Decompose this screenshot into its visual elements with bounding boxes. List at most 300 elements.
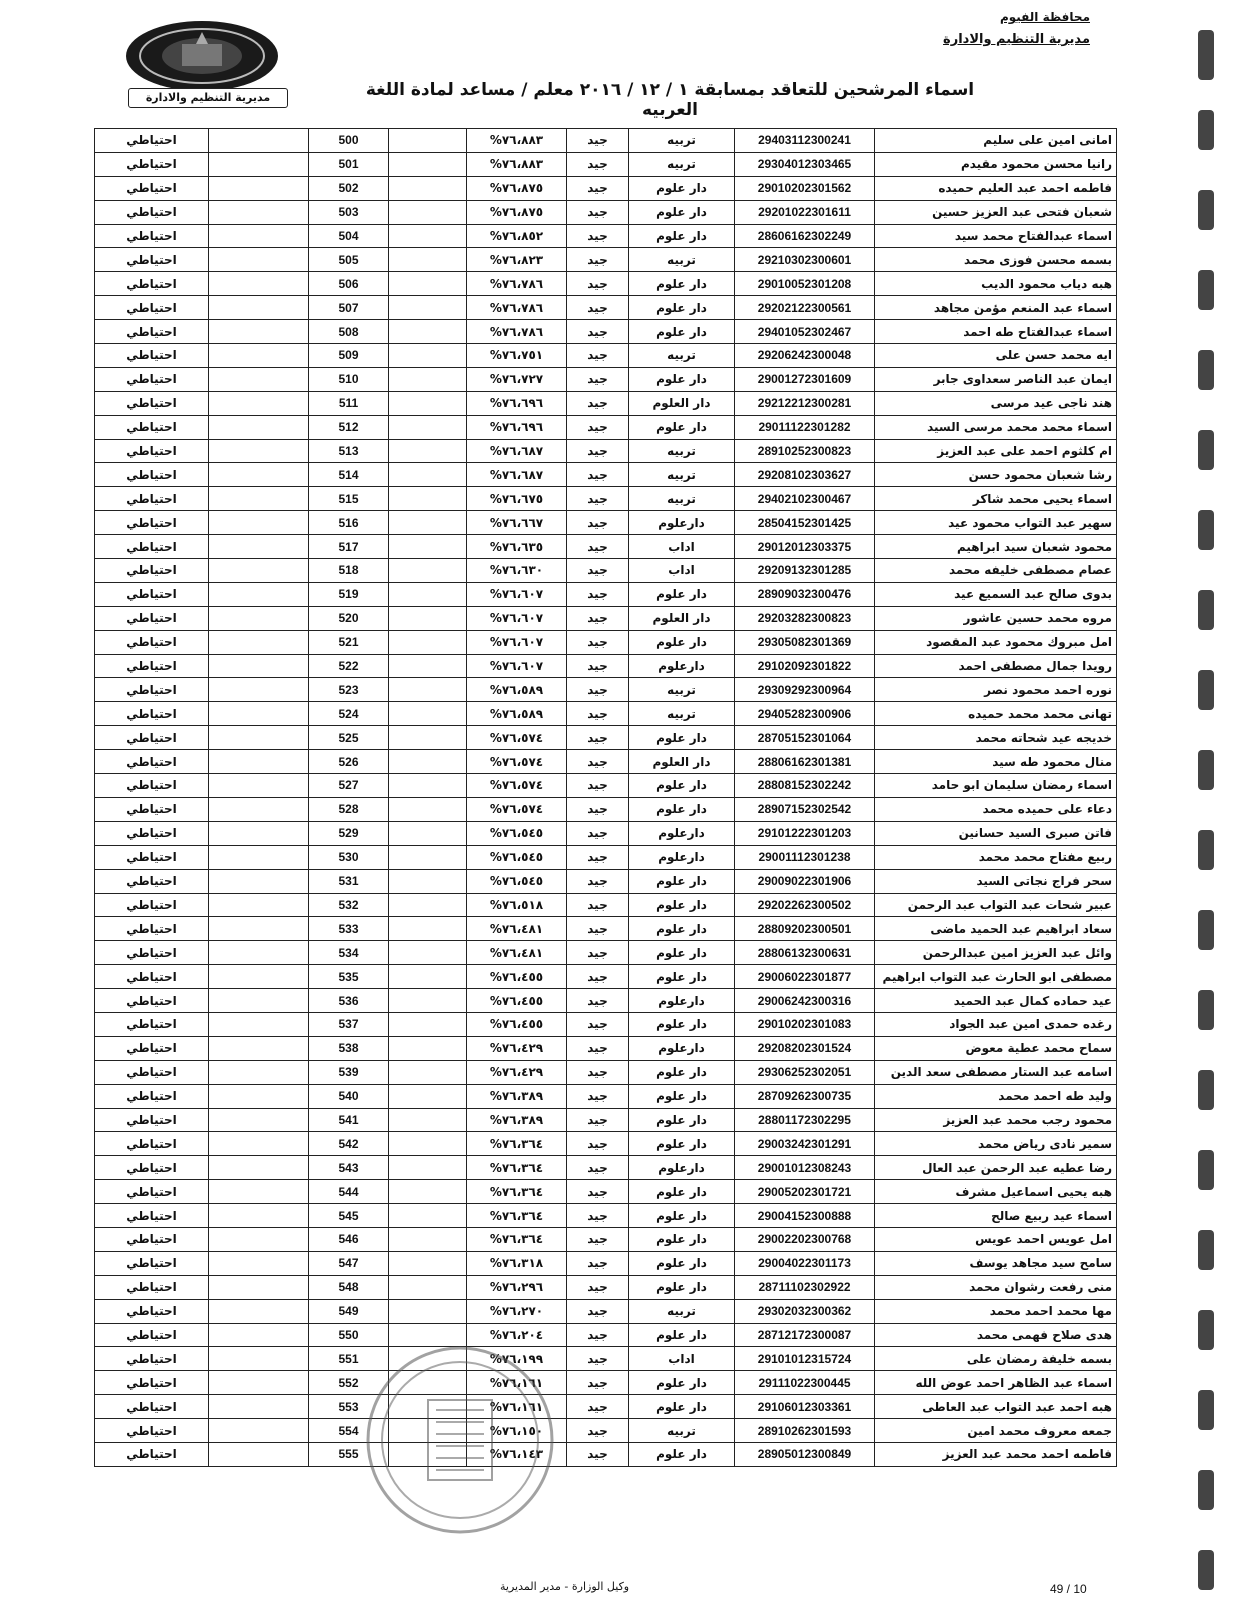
- grade: جيد: [567, 1419, 629, 1443]
- status: احتياطي: [95, 129, 209, 153]
- candidate-name: هدى صلاح فهمى محمد: [875, 1323, 1117, 1347]
- rank-number: 501: [309, 152, 389, 176]
- grade: جيد: [567, 129, 629, 153]
- percentage: ٧٦،٥٧٤%: [467, 726, 567, 750]
- faculty: دارعلوم: [629, 1156, 735, 1180]
- empty-cell: [389, 487, 467, 511]
- empty-cell: [389, 893, 467, 917]
- percentage: ٧٦،٦٠٧%: [467, 582, 567, 606]
- table-row: [95, 1299, 1117, 1323]
- grade: جيد: [567, 774, 629, 798]
- rank-number: 547: [309, 1251, 389, 1275]
- grade: جيد: [567, 248, 629, 272]
- percentage: ٧٦،٧٥١%: [467, 344, 567, 368]
- candidate-name: تهانى محمد محمد حميده: [875, 702, 1117, 726]
- grade: جيد: [567, 272, 629, 296]
- percentage: ٧٦،٣١٨%: [467, 1251, 567, 1275]
- percentage: ٧٦،٨٧٥%: [467, 176, 567, 200]
- table-row: [95, 129, 1117, 153]
- rank-number: 513: [309, 439, 389, 463]
- percentage: ٧٦،٢٠٤%: [467, 1323, 567, 1347]
- empty-cell: [389, 1347, 467, 1371]
- national-id: 28705152301064: [735, 726, 875, 750]
- empty-cell: [209, 1132, 309, 1156]
- grade: جيد: [567, 559, 629, 583]
- status: احتياطي: [95, 1299, 209, 1323]
- empty-cell: [209, 272, 309, 296]
- table-row: [95, 821, 1117, 845]
- rank-number: 527: [309, 774, 389, 798]
- candidate-name: امانى امين على سليم: [875, 129, 1117, 153]
- national-id: 29208102303627: [735, 463, 875, 487]
- candidates-table: [94, 128, 1117, 1467]
- table-row: [95, 774, 1117, 798]
- status: احتياطي: [95, 774, 209, 798]
- empty-cell: [389, 678, 467, 702]
- status: احتياطي: [95, 224, 209, 248]
- percentage: ٧٦،٨٢٣%: [467, 248, 567, 272]
- table-row: [95, 1012, 1117, 1036]
- status: احتياطي: [95, 1012, 209, 1036]
- national-id: 29001012308243: [735, 1156, 875, 1180]
- grade: جيد: [567, 750, 629, 774]
- status: احتياطي: [95, 511, 209, 535]
- candidate-name: مها محمد احمد محمد: [875, 1299, 1117, 1323]
- empty-cell: [209, 1156, 309, 1180]
- candidate-name: عيد حماده كمال عبد الحميد: [875, 989, 1117, 1013]
- faculty: دار علوم: [629, 296, 735, 320]
- grade: جيد: [567, 439, 629, 463]
- percentage: ٧٦،٦٦٧%: [467, 511, 567, 535]
- faculty: دار علوم: [629, 630, 735, 654]
- national-id: 29002202300768: [735, 1227, 875, 1251]
- status: احتياطي: [95, 367, 209, 391]
- rank-number: 536: [309, 989, 389, 1013]
- table-row: [95, 1442, 1117, 1466]
- rank-number: 551: [309, 1347, 389, 1371]
- national-id: 28709262300735: [735, 1084, 875, 1108]
- national-id: 29101012315724: [735, 1347, 875, 1371]
- grade: جيد: [567, 702, 629, 726]
- candidate-name: سهير عبد التواب محمود عيد: [875, 511, 1117, 535]
- table-row: [95, 320, 1117, 344]
- candidate-name: بدوى صالح عبد السميع عيد: [875, 582, 1117, 606]
- national-id: 28504152301425: [735, 511, 875, 535]
- empty-cell: [209, 1108, 309, 1132]
- status: احتياطي: [95, 750, 209, 774]
- table-row: [95, 678, 1117, 702]
- national-id: 29402102300467: [735, 487, 875, 511]
- table-row: [95, 750, 1117, 774]
- faculty: تربيه: [629, 487, 735, 511]
- table-row: [95, 176, 1117, 200]
- rank-number: 533: [309, 917, 389, 941]
- empty-cell: [389, 726, 467, 750]
- table-row: [95, 1395, 1117, 1419]
- percentage: ٧٦،٤٢٩%: [467, 1036, 567, 1060]
- national-id: 28806132300631: [735, 941, 875, 965]
- empty-cell: [389, 224, 467, 248]
- candidate-name: اسماء رمضان سليمان ابو حامد: [875, 774, 1117, 798]
- status: احتياطي: [95, 1180, 209, 1204]
- faculty: دار علوم: [629, 869, 735, 893]
- empty-cell: [209, 1036, 309, 1060]
- table-row: [95, 439, 1117, 463]
- empty-cell: [389, 869, 467, 893]
- faculty: دار علوم: [629, 726, 735, 750]
- percentage: ٧٦،٧٢٧%: [467, 367, 567, 391]
- rank-number: 553: [309, 1395, 389, 1419]
- grade: جيد: [567, 1251, 629, 1275]
- candidate-name: رويدا جمال مصطفى احمد: [875, 654, 1117, 678]
- faculty: دار علوم: [629, 320, 735, 344]
- status: احتياطي: [95, 1275, 209, 1299]
- percentage: ٧٦،٥٤٥%: [467, 869, 567, 893]
- status: احتياطي: [95, 965, 209, 989]
- grade: جيد: [567, 1156, 629, 1180]
- table-row: [95, 1180, 1117, 1204]
- percentage: ٧٦،٨٨٣%: [467, 152, 567, 176]
- faculty: تربيه: [629, 344, 735, 368]
- rank-number: 500: [309, 129, 389, 153]
- percentage: ٧٦،٥٧٤%: [467, 797, 567, 821]
- empty-cell: [209, 1299, 309, 1323]
- percentage: ٧٦،٣٦٤%: [467, 1180, 567, 1204]
- empty-cell: [209, 248, 309, 272]
- table-row: [95, 606, 1117, 630]
- national-id: 28801172302295: [735, 1108, 875, 1132]
- empty-cell: [209, 176, 309, 200]
- table-row: [95, 248, 1117, 272]
- national-id: 29212212300281: [735, 391, 875, 415]
- empty-cell: [389, 1180, 467, 1204]
- candidate-name: اسماء محمد محمد مرسى السيد: [875, 415, 1117, 439]
- percentage: ٧٦،٥٧٤%: [467, 774, 567, 798]
- empty-cell: [209, 296, 309, 320]
- status: احتياطي: [95, 1442, 209, 1466]
- table-row: [95, 511, 1117, 535]
- department-label: مديرية التنظيم والادارة: [943, 32, 1090, 47]
- empty-cell: [389, 439, 467, 463]
- grade: جيد: [567, 678, 629, 702]
- page-number: 49 / 10: [1050, 1582, 1087, 1596]
- rank-number: 507: [309, 296, 389, 320]
- empty-cell: [389, 821, 467, 845]
- status: احتياطي: [95, 630, 209, 654]
- status: احتياطي: [95, 272, 209, 296]
- rank-number: 541: [309, 1108, 389, 1132]
- candidate-name: رشا شعبان محمود حسن: [875, 463, 1117, 487]
- table-row: [95, 224, 1117, 248]
- empty-cell: [209, 1347, 309, 1371]
- empty-cell: [209, 1371, 309, 1395]
- candidate-name: رانيا محسن محمود مقيدم: [875, 152, 1117, 176]
- grade: جيد: [567, 535, 629, 559]
- table-row: [95, 1371, 1117, 1395]
- faculty: دارعلوم: [629, 845, 735, 869]
- empty-cell: [209, 1275, 309, 1299]
- faculty: دار علوم: [629, 797, 735, 821]
- status: احتياطي: [95, 1347, 209, 1371]
- status: احتياطي: [95, 176, 209, 200]
- candidate-name: جمعه معروف محمد امين: [875, 1419, 1117, 1443]
- faculty: دار علوم: [629, 893, 735, 917]
- grade: جيد: [567, 224, 629, 248]
- table-row: [95, 344, 1117, 368]
- grade: جيد: [567, 367, 629, 391]
- rank-number: 530: [309, 845, 389, 869]
- binder-edge: [1180, 0, 1240, 1604]
- faculty: دار علوم: [629, 582, 735, 606]
- status: احتياطي: [95, 582, 209, 606]
- faculty: دار علوم: [629, 1323, 735, 1347]
- empty-cell: [389, 1156, 467, 1180]
- status: احتياطي: [95, 797, 209, 821]
- empty-cell: [389, 272, 467, 296]
- percentage: ٧٦،٦٣٠%: [467, 559, 567, 583]
- table-row: [95, 1036, 1117, 1060]
- empty-cell: [389, 248, 467, 272]
- grade: جيد: [567, 845, 629, 869]
- empty-cell: [209, 559, 309, 583]
- empty-cell: [209, 129, 309, 153]
- percentage: ٧٦،٦٠٧%: [467, 630, 567, 654]
- national-id: 29005202301721: [735, 1180, 875, 1204]
- percentage: ٧٦،٨٥٢%: [467, 224, 567, 248]
- table-row: [95, 1347, 1117, 1371]
- percentage: ٧٦،٥٤٥%: [467, 821, 567, 845]
- percentage: ٧٦،٥٨٩%: [467, 702, 567, 726]
- grade: جيد: [567, 1371, 629, 1395]
- faculty: دار علوم: [629, 1060, 735, 1084]
- table-row: [95, 797, 1117, 821]
- percentage: ٧٦،٨٨٣%: [467, 129, 567, 153]
- faculty: دار علوم: [629, 965, 735, 989]
- grade: جيد: [567, 1275, 629, 1299]
- page-title: اسماء المرشحين للتعاقد بمسابقة ١ / ١٢ / ٢٠١٦ معلم / مساعد لمادة اللغة العربيه: [365, 80, 975, 120]
- table-row: [95, 559, 1117, 583]
- faculty: دار علوم: [629, 1012, 735, 1036]
- rank-number: 543: [309, 1156, 389, 1180]
- percentage: ٧٦،٣٦٤%: [467, 1132, 567, 1156]
- candidate-name: دعاء على حميده محمد: [875, 797, 1117, 821]
- candidate-name: وائل عبد العزيز امين عبدالرحمن: [875, 941, 1117, 965]
- national-id: 29001112301238: [735, 845, 875, 869]
- national-id: 29403112300241: [735, 129, 875, 153]
- national-id: 29304012303465: [735, 152, 875, 176]
- table-row: [95, 152, 1117, 176]
- percentage: ٧٦،٦٨٧%: [467, 439, 567, 463]
- percentage: ٧٦،٥١٨%: [467, 893, 567, 917]
- percentage: ٧٦،٥٨٩%: [467, 678, 567, 702]
- national-id: 28806162301381: [735, 750, 875, 774]
- national-id: 29004022301173: [735, 1251, 875, 1275]
- faculty: دارعلوم: [629, 1036, 735, 1060]
- percentage: ٧٦،٦٠٧%: [467, 606, 567, 630]
- empty-cell: [209, 224, 309, 248]
- national-id: 28809202300501: [735, 917, 875, 941]
- signature-line: وكيل الوزارة - مدير المديرية: [500, 1580, 630, 1593]
- faculty: تربيه: [629, 152, 735, 176]
- candidate-name: محمود شعبان سيد ابراهيم: [875, 535, 1117, 559]
- table-row: [95, 1108, 1117, 1132]
- grade: جيد: [567, 1323, 629, 1347]
- empty-cell: [389, 1251, 467, 1275]
- table-row: [95, 726, 1117, 750]
- status: احتياطي: [95, 1108, 209, 1132]
- empty-cell: [389, 152, 467, 176]
- rank-number: 519: [309, 582, 389, 606]
- percentage: ٧٦،٣٨٩%: [467, 1084, 567, 1108]
- status: احتياطي: [95, 1371, 209, 1395]
- empty-cell: [209, 1180, 309, 1204]
- empty-cell: [389, 989, 467, 1013]
- faculty: دار علوم: [629, 1132, 735, 1156]
- empty-cell: [389, 1012, 467, 1036]
- empty-cell: [209, 797, 309, 821]
- table-row: [95, 965, 1117, 989]
- table-row: [95, 463, 1117, 487]
- percentage: ٧٦،٧٨٦%: [467, 320, 567, 344]
- table-row: [95, 1204, 1117, 1228]
- faculty: دار العلوم: [629, 606, 735, 630]
- rank-number: 529: [309, 821, 389, 845]
- empty-cell: [389, 654, 467, 678]
- empty-cell: [389, 176, 467, 200]
- status: احتياطي: [95, 415, 209, 439]
- faculty: دار علوم: [629, 176, 735, 200]
- faculty: تربيه: [629, 439, 735, 463]
- table-row: [95, 487, 1117, 511]
- faculty: دار علوم: [629, 1395, 735, 1419]
- candidate-name: شعبان فتحى عبد العزيز حسين: [875, 200, 1117, 224]
- grade: جيد: [567, 893, 629, 917]
- faculty: تربيه: [629, 1299, 735, 1323]
- empty-cell: [389, 630, 467, 654]
- rank-number: 518: [309, 559, 389, 583]
- status: احتياطي: [95, 654, 209, 678]
- faculty: اداب: [629, 1347, 735, 1371]
- grade: جيد: [567, 1442, 629, 1466]
- grade: جيد: [567, 1227, 629, 1251]
- status: احتياطي: [95, 941, 209, 965]
- national-id: 28712172300087: [735, 1323, 875, 1347]
- national-id: 29012012303375: [735, 535, 875, 559]
- table-row: [95, 1323, 1117, 1347]
- rank-number: 521: [309, 630, 389, 654]
- candidate-name: مصطفى ابو الحارث عبد التواب ابراهيم: [875, 965, 1117, 989]
- grade: جيد: [567, 200, 629, 224]
- candidate-name: ربيع مفتاح محمد محمد: [875, 845, 1117, 869]
- grade: جيد: [567, 1108, 629, 1132]
- empty-cell: [209, 678, 309, 702]
- grade: جيد: [567, 152, 629, 176]
- national-id: 29309292300964: [735, 678, 875, 702]
- faculty: تربيه: [629, 702, 735, 726]
- status: احتياطي: [95, 678, 209, 702]
- national-id: 29201022301611: [735, 200, 875, 224]
- empty-cell: [389, 797, 467, 821]
- percentage: ٧٦،٤٥٥%: [467, 989, 567, 1013]
- candidate-name: سماح محمد عطية معوض: [875, 1036, 1117, 1060]
- status: احتياطي: [95, 320, 209, 344]
- faculty: دار علوم: [629, 1204, 735, 1228]
- national-id: 29010052301208: [735, 272, 875, 296]
- empty-cell: [209, 535, 309, 559]
- candidate-name: امل عويس احمد عويس: [875, 1227, 1117, 1251]
- candidate-name: فاتن صبرى السيد حسانين: [875, 821, 1117, 845]
- grade: جيد: [567, 1084, 629, 1108]
- percentage: ٧٦،٦٣٥%: [467, 535, 567, 559]
- percentage: ٧٦،٧٨٦%: [467, 272, 567, 296]
- empty-cell: [389, 750, 467, 774]
- candidate-name: فاطمه احمد عبد العليم حميده: [875, 176, 1117, 200]
- national-id: 29405282300906: [735, 702, 875, 726]
- percentage: ٧٦،٥٤٥%: [467, 845, 567, 869]
- grade: جيد: [567, 1299, 629, 1323]
- rank-number: 540: [309, 1084, 389, 1108]
- empty-cell: [209, 845, 309, 869]
- table-row: [95, 1132, 1117, 1156]
- empty-cell: [209, 415, 309, 439]
- empty-cell: [209, 774, 309, 798]
- faculty: دار علوم: [629, 224, 735, 248]
- empty-cell: [209, 320, 309, 344]
- status: احتياطي: [95, 726, 209, 750]
- grade: جيد: [567, 1180, 629, 1204]
- empty-cell: [209, 1395, 309, 1419]
- percentage: ٧٦،٨٧٥%: [467, 200, 567, 224]
- rank-number: 509: [309, 344, 389, 368]
- empty-cell: [209, 654, 309, 678]
- faculty: دار العلوم: [629, 391, 735, 415]
- candidate-name: اسماء عيد ربيع صالح: [875, 1204, 1117, 1228]
- candidate-name: عبير شحات عبد التواب عبد الرحمن: [875, 893, 1117, 917]
- empty-cell: [209, 367, 309, 391]
- candidate-name: اسماء عبد المنعم مؤمن مجاهد: [875, 296, 1117, 320]
- faculty: دار علوم: [629, 1227, 735, 1251]
- rank-number: 531: [309, 869, 389, 893]
- national-id: 29306252302051: [735, 1060, 875, 1084]
- rank-number: 535: [309, 965, 389, 989]
- grade: جيد: [567, 487, 629, 511]
- empty-cell: [209, 1419, 309, 1443]
- rank-number: 528: [309, 797, 389, 821]
- rank-number: 520: [309, 606, 389, 630]
- grade: جيد: [567, 296, 629, 320]
- empty-cell: [209, 463, 309, 487]
- candidate-name: هند ناجى عيد مرسى: [875, 391, 1117, 415]
- table-row: [95, 1275, 1117, 1299]
- empty-cell: [389, 1395, 467, 1419]
- percentage: ٧٦،١٩٩%: [467, 1347, 567, 1371]
- grade: جيد: [567, 320, 629, 344]
- faculty: اداب: [629, 559, 735, 583]
- empty-cell: [389, 1204, 467, 1228]
- national-id: 29305082301369: [735, 630, 875, 654]
- percentage: ٧٦،٣٨٩%: [467, 1108, 567, 1132]
- percentage: ٧٦،٦٨٧%: [467, 463, 567, 487]
- grade: جيد: [567, 1012, 629, 1036]
- grade: جيد: [567, 463, 629, 487]
- table-row: [95, 630, 1117, 654]
- national-id: 29106012303361: [735, 1395, 875, 1419]
- empty-cell: [389, 391, 467, 415]
- grade: جيد: [567, 344, 629, 368]
- table-row: [95, 654, 1117, 678]
- header-block: [943, 10, 1090, 47]
- faculty: دار علوم: [629, 774, 735, 798]
